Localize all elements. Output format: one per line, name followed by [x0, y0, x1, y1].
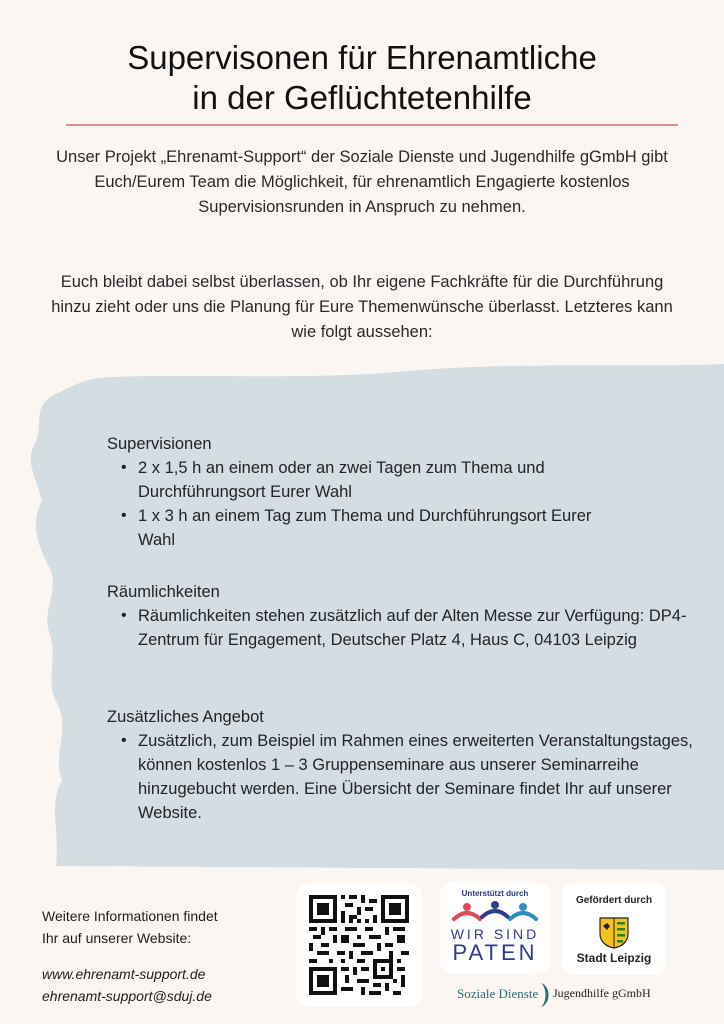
email-link[interactable]: ehrenamt-support@sduj.de [42, 988, 212, 1004]
list-item [107, 729, 693, 825]
info-line-2: Ihr auf unserer Website: [42, 930, 192, 946]
footer-info [42, 905, 282, 1007]
section-list [107, 604, 707, 652]
page-title [0, 38, 724, 118]
section-zusaetzliches-angebot [107, 705, 707, 825]
list-item-text: Räumlichkeiten stehen zusätzlich auf der Alten Messe zur Verfügung: DP4- Zentrum für Engagement, Deutscher Platz 4, Haus C, 04103 Leipzig [138, 607, 687, 649]
qr-code-card [296, 883, 422, 1007]
section-supervisionen [107, 432, 707, 552]
intro-paragraph-2: Euch bleibt dabei selbst überlassen, ob Ihr eigene Fachkräfte für die Durchführung hinzu zieht oder uns die Planung für Eure Themenwünsche überlasst. Letzteres kann wie folgt aussehen: [51, 273, 673, 341]
sduj-left-text: Soziale Dienste [457, 986, 539, 1001]
bullet: • [121, 607, 127, 624]
list-item-text: 2 x 1,5 h an einem oder an zwei Tagen zum Thema und Durchführungsort Eurer Wahl [138, 459, 545, 501]
title-divider [66, 124, 678, 126]
paten-line-2: PATEN [452, 940, 538, 965]
list-item-text: Zusätzlich, zum Beispiel im Rahmen eines erweiterten Veranstaltungstages, können kostenlos 1 – 3 Gruppenseminare aus unserer Seminarreihe hinzugebucht werden. Eine Übersicht der Seminare findet Ihr auf unserer Website. [138, 732, 693, 822]
contact-links [42, 963, 282, 1007]
intro-paragraph-1: Unser Projekt „Ehrenamt-Support“ der Soziale Dienste und Jugendhilfe gGmbH gibt Euch/Eurem Team die Möglichkeit, für ehrenamtlich Engagierte kostenlos Supervisionsrunden in Anspruch zu nehmen. [56, 148, 668, 216]
section-title: Zusätzliches Angebot [107, 708, 264, 726]
paten-supported-label: Unterstützt durch [461, 889, 529, 898]
website-link[interactable]: www.ehrenamt-support.de [42, 966, 206, 982]
section-title: Räumlichkeiten [107, 583, 220, 601]
bullet: • [121, 507, 127, 524]
list-item [107, 456, 608, 504]
section-title: Supervisionen [107, 435, 212, 453]
wir-sind-paten-logo [440, 883, 550, 973]
leipzig-city-label: Stadt Leipzig [576, 951, 652, 965]
coat-of-arms-icon [599, 917, 629, 949]
bullet: • [121, 459, 127, 476]
title-line-1: Supervisonen für Ehrenamtliche [127, 39, 597, 76]
info-line-1: Weitere Informationen findet [42, 908, 218, 924]
stadt-leipzig-logo [562, 883, 666, 975]
list-item [107, 504, 608, 552]
bullet: • [121, 732, 127, 749]
section-raeumlichkeiten [107, 580, 707, 652]
leipzig-funded-label: Gefördert durch [575, 895, 653, 906]
paten-line-1: WIR SIND [450, 926, 540, 942]
section-list [107, 456, 707, 552]
list-item-text: 1 x 3 h an einem Tag zum Thema und Durchführungsort Eurer Wahl [138, 507, 592, 549]
qr-code-icon [309, 895, 409, 995]
sduj-right-text: Jugendhilfe gGmbH [553, 986, 651, 1000]
title-line-2: in der Geflüchtetenhilfe [192, 79, 532, 116]
crescent-icon [537, 982, 551, 1008]
list-item [107, 604, 698, 652]
sduj-logo [457, 980, 687, 1010]
section-list [107, 729, 707, 825]
